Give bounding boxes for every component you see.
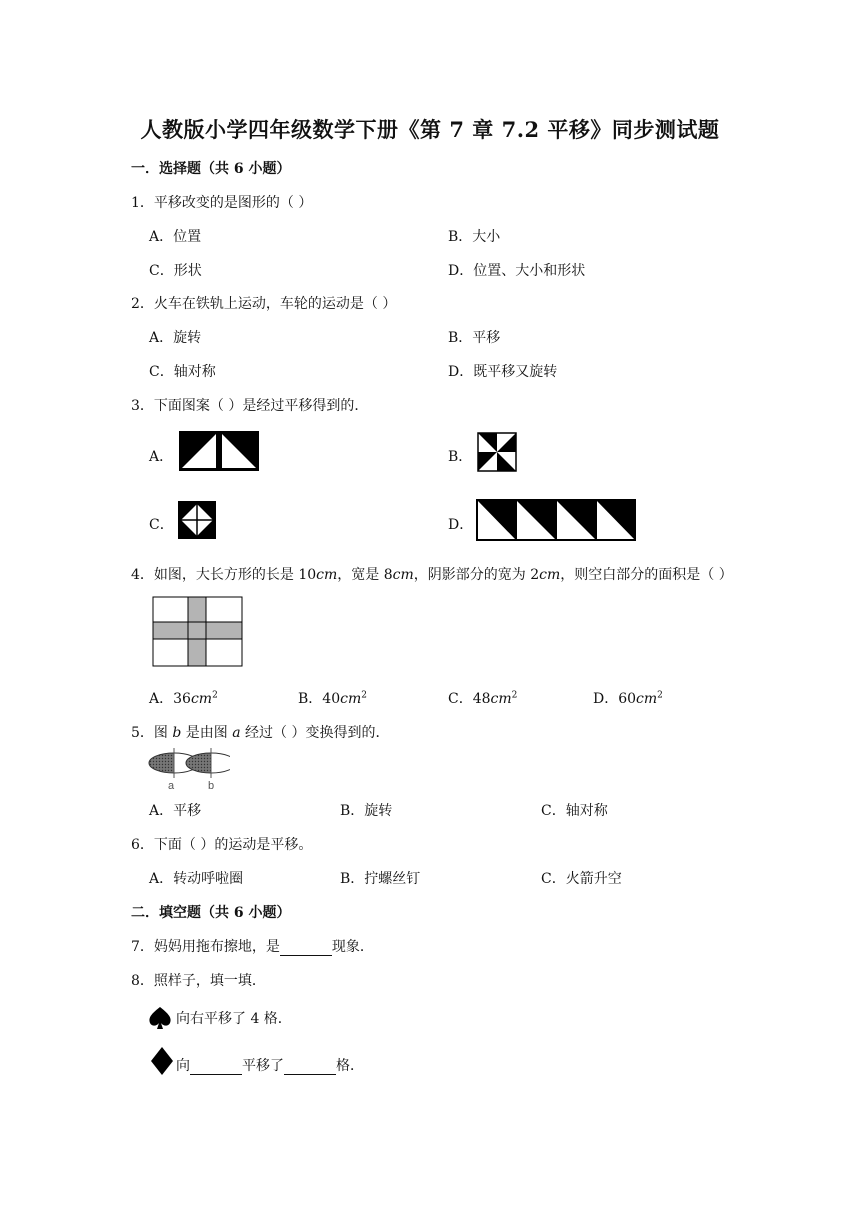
q5-option-a: A．平移 — [149, 803, 202, 819]
question-7: 7．妈妈用拖布擦地，是 现象． — [131, 939, 374, 955]
q5-option-b: B．旋转 — [340, 803, 393, 819]
q5-ellipse-figure — [146, 748, 230, 792]
q3-pattern-a-image — [178, 430, 260, 472]
q8-fill-line: 向 平移了 格． — [176, 1058, 364, 1074]
q5-figure-label-b: b — [208, 780, 215, 792]
q4-rectangle-figure — [152, 596, 244, 668]
question-2: 2．火车在铁轨上运动，车轮的运动是（ ） — [131, 296, 397, 312]
q1-option-a: A．位置 — [149, 229, 202, 245]
q4-option-a: A．$36cm^2$ — [149, 690, 218, 707]
q2-option-b: B．平移 — [448, 330, 501, 346]
diamond-shape-icon — [150, 1046, 174, 1076]
q6-option-b: B．拧螺丝钉 — [340, 871, 421, 887]
q3-option-c: C． — [149, 517, 174, 533]
q6-option-c: C．火箭升空 — [541, 871, 622, 887]
q4-option-b: B．$40cm^2$ — [298, 690, 367, 707]
q8-example-text: 向右平移了 4 格． — [176, 1011, 292, 1027]
q3-option-a: A． — [149, 449, 174, 465]
q1-option-c: C．形状 — [149, 263, 202, 279]
q2-option-c: C．轴对称 — [149, 364, 216, 380]
question-5: 5．图 b 是由图 a 经过（ ）变换得到的． — [131, 725, 390, 741]
question-6: 6．下面（ ）的运动是平移。 — [131, 837, 313, 853]
q2-option-d: D．既平移又旋转 — [448, 364, 558, 380]
q5-option-c: C．轴对称 — [541, 803, 608, 819]
q3-option-d: D． — [448, 517, 474, 533]
spade-shape-icon — [147, 1006, 173, 1030]
q3-triangle-row-image — [476, 499, 636, 541]
question-1: 1．平移改变的是图形的（ ） — [131, 195, 313, 211]
q3-option-b: B． — [448, 449, 473, 465]
q1-option-b: B．大小 — [448, 229, 501, 245]
page-title: 人教版小学四年级数学下册《第 7 章 7.2 平移》同步测试题 — [140, 117, 720, 142]
section-heading-choice: 一．选择题（共 6 小题） — [131, 161, 291, 177]
q7-answer-blank[interactable] — [280, 941, 332, 956]
q3-diamond-image — [177, 500, 217, 540]
q2-option-a: A．旋转 — [149, 330, 202, 346]
q8-count-blank[interactable] — [284, 1060, 336, 1075]
q1-option-d: D．位置、大小和形状 — [448, 263, 586, 279]
q3-pinwheel-image — [477, 432, 517, 472]
q8-direction-blank[interactable] — [190, 1060, 242, 1075]
question-3: 3．下面图案（ ）是经过平移得到的． — [131, 398, 369, 414]
q4-option-c: C．$48cm^2$ — [448, 690, 518, 707]
q4-option-d: D．$60cm^2$ — [593, 690, 663, 707]
question-4: 4．如图，大长方形的长是 10cm，宽是 8cm，阴影部分的宽为 2cm，则空白部分的面积是（ ） — [131, 567, 733, 583]
question-8: 8．照样子，填一填． — [131, 973, 266, 989]
section-heading-fill: 二．填空题（共 6 小题） — [131, 905, 291, 921]
q6-option-a: A．转动呼啦圈 — [149, 871, 244, 887]
q5-figure-label-a: a — [168, 780, 175, 792]
